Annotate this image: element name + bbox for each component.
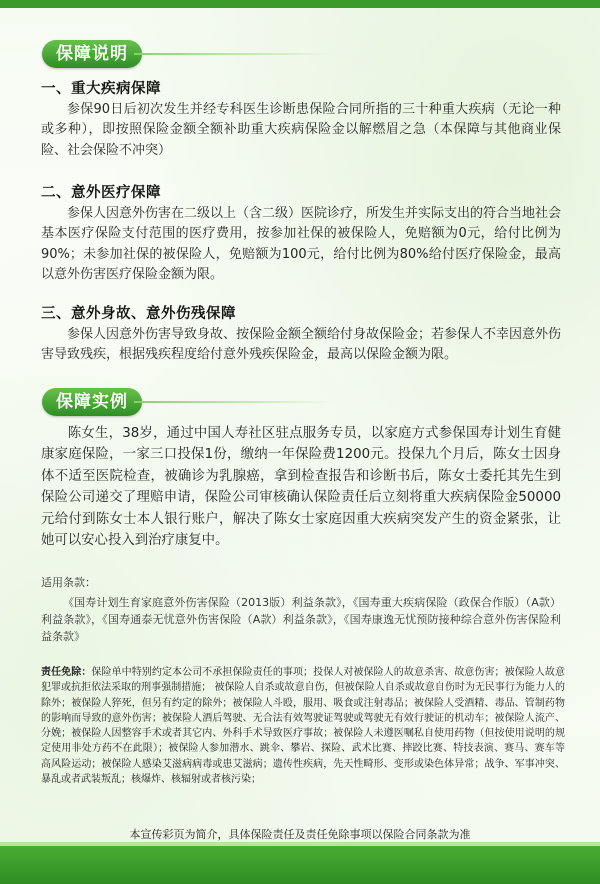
text-accident-medical: 参保人因意外伤害在二级以上（含二级）医院诊疗，所发生并实际支出的符合当地社会基本医疗保险支付范围的医疗费用，按参加社保的被保险人，免赔额为0元，给付比例为90%；未参加社保的被保险人，免赔额为100元，给付比例为80%给付医疗保险金，最高以意外伤害医疗保险金额为限。 <box>41 206 562 283</box>
applicable-terms-title: 适用条款： <box>41 576 96 589</box>
footnote: 本宣传彩页为简介，具体保险责任及责任免除事项以保险合同条款为准 <box>129 828 471 841</box>
section-title-guarantee: 保障说明 <box>42 40 142 68</box>
disclaimer-label: 责任免除： <box>41 667 92 678</box>
text-accident-death-disability: 参保人因意外伤害导致身故、按保险金额全额给付身故保险金；若参保人不幸因意外伤害导致残疾，根据残疾程度给付意外残疾保险金，最高以保险金额为限。 <box>41 327 562 363</box>
bottom-accent-bar <box>0 846 600 884</box>
text-critical-illness: 参保90日后初次发生并经专科医生诊断患保险合同所指的三十种重大疾病（无论一种或多种），即按照保险金额全额补助重大疾病保险金以解燃眉之急（本保障与其他商业保险、社会保险不冲突） <box>41 102 561 158</box>
heading-accident-medical: 二、意外医疗保障 <box>41 185 161 201</box>
disclaimer-text: 保险单中特别约定本公司不承担保险责任的事项；投保人对被保险人的故意杀害、故意伤害；被保险人故意犯罪或抗拒依法采取的刑事强制措施； 被保险人自杀或故意自伤，但被保险人自杀或故意自伤时为无民事行为能力人的除外；被保险人猝死，但另有约定的除外；被保险人斗殴，服用、吸食或注射毒品；被保险人受酒精、毒品、管制药物的影响而导致的意外伤害；被保险人酒后驾驶、无合法有效驾驶证驾驶或驾驶无有效行驶证的机动车；被保险人流产、分娩；被保险人因整容手术或者其它内、外科手术导致医疗事故；被保险人未遵医嘱私自使用药物（但按使用说明的规定使用非处方药不在此限）；被保险人参加潜水、跳伞、攀岩、探险、武术比赛、摔跤比赛、特技表演、赛马、赛车等高风险运动；被保险人感染艾滋病病毒或患艾滋病；遗传性疾病，先天性畸形、变形或染色体异常；战争、军事冲突、暴乱或者武装叛乱；核爆炸、核辐射或者核污染； <box>41 667 566 786</box>
disclaimer <box>41 665 565 787</box>
heading-accident-death-disability: 三、意外身故、意外伤残保障 <box>41 306 236 322</box>
top-accent-bar <box>0 0 600 8</box>
applicable-terms-text: 《国寿计划生育家庭意外伤害保险（2013版）利益条款》，《国寿重大疾病保险（政保合作版）（A款）利益条款》，《国寿通泰无忧意外伤害保险（A款）利益条款》，《国寿康逸无忧预防接种综合意外伤害保险利益条款》 <box>41 596 561 643</box>
heading-critical-illness: 一、重大疾病保障 <box>41 81 161 97</box>
case-example-text: 陈女生，38岁，通过中国人寿社区驻点服务专员，以家庭方式参保国寿计划生育健康家庭保险，一家三口投保1份，缴纳一年保险费1200元。投保九个月后，陈女士因身体不适至医院检查，被确诊为乳腺癌，拿到检查报告和诊断书后，陈女士委托其先生到保险公司递交了理赔申请，保险公司审核确认保险责任后立刻将重大疾病保险金50000元给付到陈女士本人银行账户，解决了陈女士家庭因重大疾病突发产生的资金紧张，让她可以安心投入到治疗康复中。 <box>41 426 561 549</box>
section-title-example: 保障实例 <box>42 388 142 416</box>
